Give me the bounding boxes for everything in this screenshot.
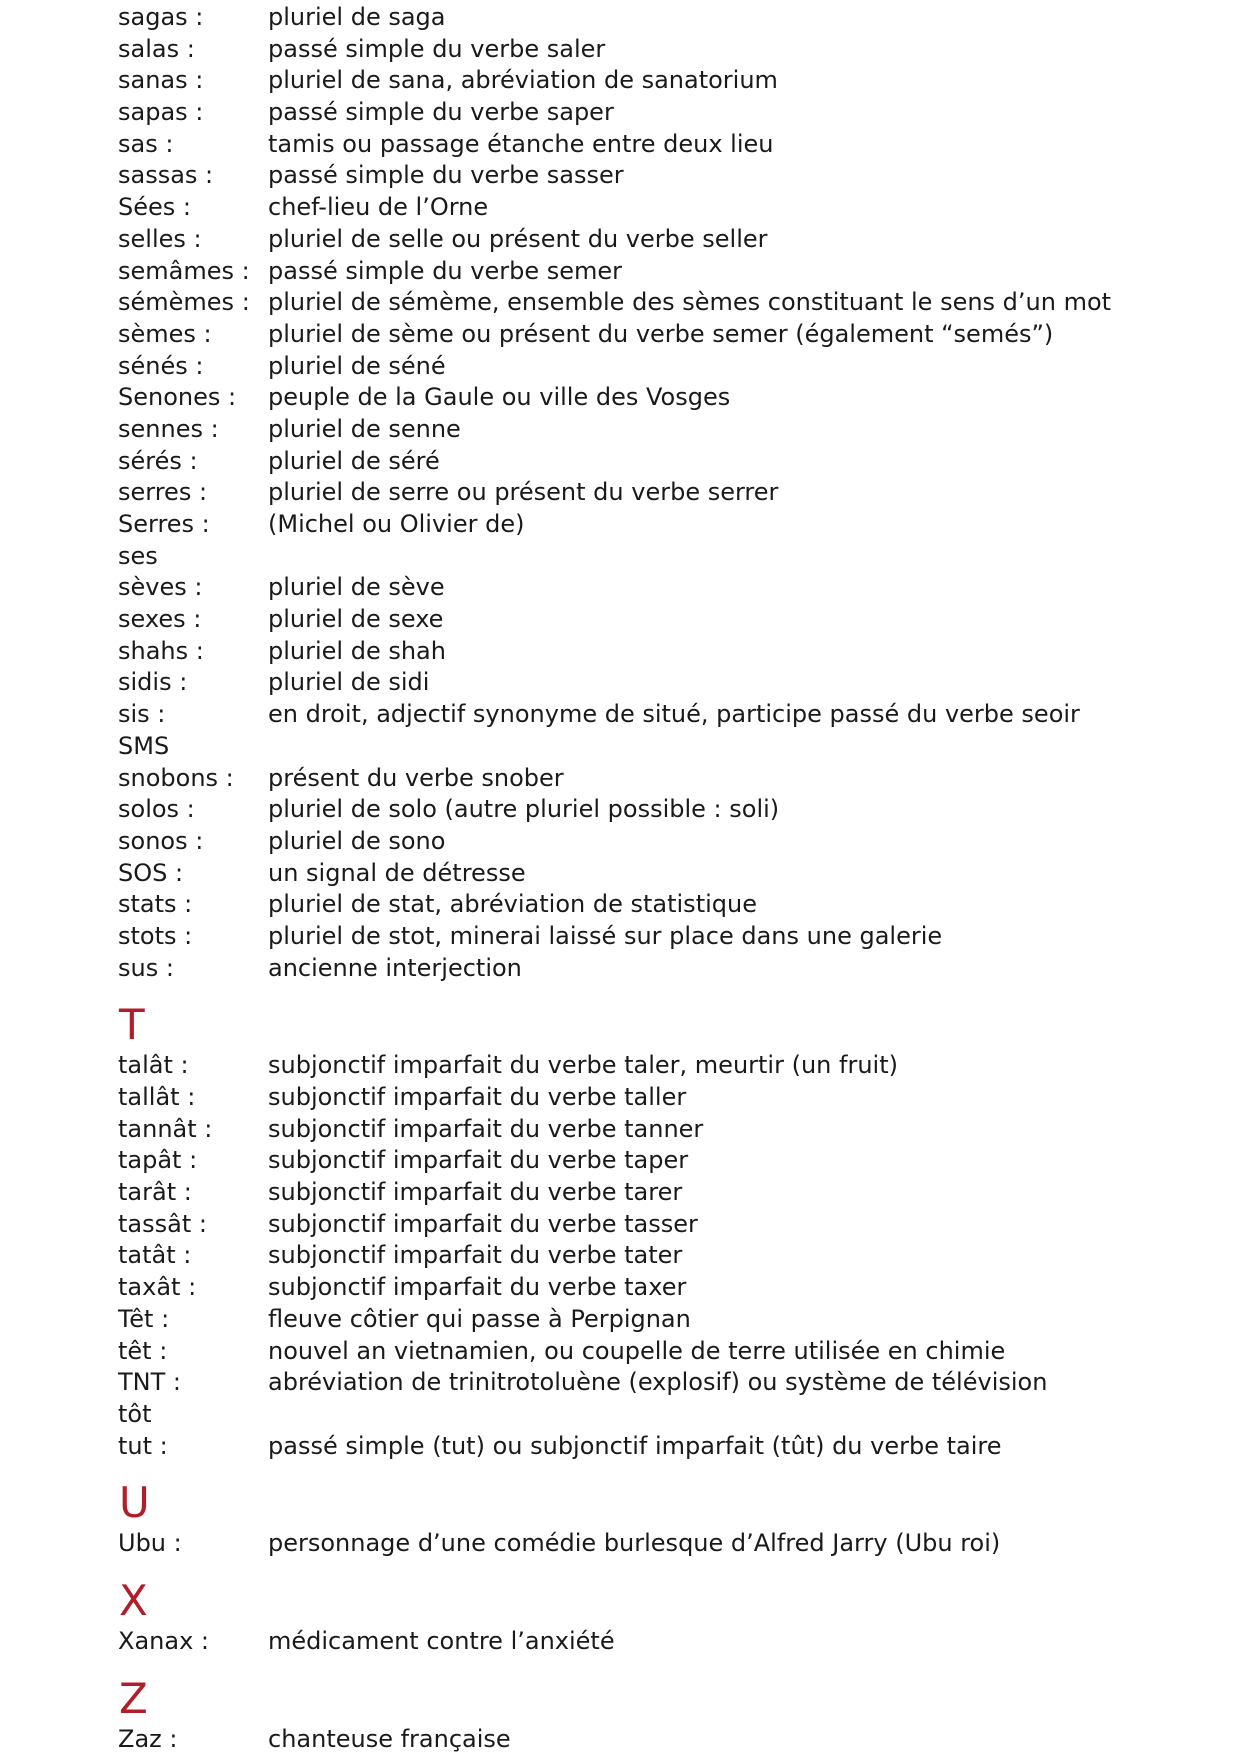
entry-definition: pluriel de sémème, ensemble des sèmes constituant le sens d’un mot (268, 288, 1112, 317)
entry-term: Sées : (118, 193, 191, 222)
entry-definition: passé simple du verbe sasser (268, 161, 624, 190)
glossary-entry (118, 1209, 1218, 1241)
entry-term: SOS : (118, 858, 184, 887)
entry-term: ses (118, 541, 158, 570)
entry-definition (268, 1399, 1218, 1431)
glossary-section (118, 1000, 1218, 1462)
entry-definition: pluriel de sono (268, 826, 446, 855)
entry-term: Xanax : (118, 1626, 209, 1655)
glossary-entry (118, 1528, 1218, 1560)
entry-definition: pluriel de selle ou présent du verbe seller (268, 224, 768, 253)
entry-definition: personnage d’une comédie burlesque d’Alfred Jarry (Ubu roi) (268, 1529, 1001, 1558)
glossary-entry (118, 382, 1218, 414)
entry-definition: pluriel de séré (268, 446, 440, 475)
glossary-section (118, 1478, 1218, 1560)
entry-definition: pluriel de sana, abréviation de sanatorium (268, 66, 778, 95)
glossary-entry (118, 2, 1218, 34)
glossary-entry (118, 1399, 1218, 1431)
entry-term: selles : (118, 224, 202, 253)
glossary-entry (118, 636, 1218, 668)
entry-term: sanas : (118, 66, 204, 95)
entry-definition: pluriel de sème ou présent du verbe semer (également “semés”) (268, 319, 1054, 348)
glossary-entry (118, 763, 1218, 795)
entry-term: Têt : (118, 1304, 170, 1333)
glossary-entry (118, 541, 1218, 573)
entry-definition: passé simple du verbe saper (268, 98, 614, 127)
entry-definition: subjonctif imparfait du verbe tarer (268, 1178, 683, 1207)
entry-definition: pluriel de serre ou présent du verbe serrer (268, 478, 779, 507)
glossary-entry (118, 224, 1218, 256)
entry-term: tatât : (118, 1241, 192, 1270)
entry-term: sénés : (118, 351, 204, 380)
entry-definition: (Michel ou Olivier de) (268, 510, 525, 538)
entry-definition: subjonctif imparfait du verbe taper (268, 1146, 689, 1175)
glossary-entry (118, 572, 1218, 604)
entry-definition (268, 731, 1218, 763)
glossary-section (118, 1673, 1218, 1755)
glossary-entry (118, 731, 1218, 763)
entry-term: sexes : (118, 605, 202, 634)
glossary-entry (118, 699, 1218, 731)
entry-definition: passé simple du verbe semer (268, 256, 623, 285)
glossary-entry (118, 667, 1218, 699)
entry-term: sapas : (118, 98, 204, 127)
glossary-section (118, 2, 1218, 984)
entry-term: SMS (118, 731, 170, 760)
entry-term: talât : (118, 1051, 189, 1080)
entry-definition: subjonctif imparfait du verbe tanner (268, 1114, 704, 1143)
entry-term: shahs : (118, 636, 204, 665)
entry-definition: pluriel de séné (268, 351, 446, 380)
entry-term: stots : (118, 921, 193, 950)
entry-definition: abréviation de trinitrotoluène (explosif) ou système de télévision (268, 1368, 1048, 1397)
glossary-entry (118, 1336, 1218, 1368)
glossary-entry (118, 1145, 1218, 1177)
entry-definition: passé simple du verbe saler (268, 34, 606, 63)
glossary-entry (118, 256, 1218, 288)
entry-definition: fleuve côtier qui passe à Perpignan (268, 1304, 691, 1333)
glossary-entry (118, 414, 1218, 446)
glossary-entry (118, 160, 1218, 192)
entry-term: sérés : (118, 446, 198, 475)
entry-definition: nouvel an vietnamien, ou coupelle de terre utilisée en chimie (268, 1336, 1006, 1365)
entry-definition: chanteuse française (268, 1724, 511, 1753)
entry-term: Senones : (118, 383, 237, 412)
section-letter-heading: X (119, 1575, 148, 1625)
entry-definition: tamis ou passage étanche entre deux lieu (268, 129, 774, 158)
entry-definition: pluriel de solo (autre pluriel possible : soli) (268, 795, 780, 824)
entry-definition: peuple de la Gaule ou ville des Vosges (268, 383, 731, 412)
entry-term: serres : (118, 478, 208, 507)
glossary-entry (118, 1114, 1218, 1146)
glossary-entry (118, 953, 1218, 985)
entry-term: sidis : (118, 668, 188, 697)
entry-term: tallât : (118, 1083, 196, 1111)
entry-term: tapât : (118, 1146, 198, 1175)
entry-term: tannât : (118, 1114, 213, 1143)
entry-definition: un signal de détresse (268, 858, 526, 887)
entry-term: Serres : (118, 510, 210, 538)
entry-definition: pluriel de sexe (268, 605, 444, 634)
entry-term: têt : (118, 1336, 168, 1365)
glossary-entry (118, 351, 1218, 383)
glossary-entry (118, 604, 1218, 636)
glossary-entry (118, 1724, 1218, 1755)
glossary-entry (118, 1240, 1218, 1272)
entry-term: salas : (118, 34, 195, 63)
entry-definition: ancienne interjection (268, 953, 522, 982)
entry-term: sémèmes : (118, 288, 250, 317)
entry-term: Zaz : (118, 1724, 178, 1753)
entry-term: sus : (118, 953, 174, 982)
glossary-entry (118, 794, 1218, 826)
glossary-entry (118, 192, 1218, 224)
entry-term: sonos : (118, 826, 204, 855)
entry-term: sas : (118, 129, 174, 158)
entry-term: tarât : (118, 1178, 192, 1207)
entry-definition: en droit, adjectif synonyme de situé, participe passé du verbe seoir (268, 700, 1080, 729)
glossary-entry (118, 1177, 1218, 1209)
section-letter-heading: Z (119, 1673, 148, 1723)
entry-definition: subjonctif imparfait du verbe tasser (268, 1209, 698, 1238)
entry-definition: pluriel de shah (268, 636, 446, 665)
entry-definition: subjonctif imparfait du verbe tater (268, 1241, 683, 1270)
section-letter-heading: U (119, 1478, 150, 1528)
entry-definition: passé simple (tut) ou subjonctif imparfait (tût) du verbe taire (268, 1431, 1002, 1460)
entry-term: semâmes : (118, 256, 250, 285)
glossary-entry (118, 1626, 1218, 1658)
entry-term: snobons : (118, 763, 234, 792)
glossary-entry (118, 287, 1218, 319)
glossary-entry (118, 65, 1218, 97)
glossary-entry (118, 889, 1218, 921)
entry-term: sèmes : (118, 319, 212, 348)
glossary-entry (118, 1050, 1218, 1082)
glossary-entry (118, 446, 1218, 478)
glossary-entry (118, 509, 1218, 541)
entry-term: tut : (118, 1431, 168, 1460)
entry-term: tôt (118, 1399, 152, 1428)
entry-definition: pluriel de stat, abréviation de statistique (268, 890, 757, 919)
entry-definition: médicament contre l’anxiété (268, 1626, 615, 1655)
glossary-entry (118, 1304, 1218, 1336)
glossary-entry (118, 1082, 1218, 1114)
entry-definition: subjonctif imparfait du verbe taler, meurtir (un fruit) (268, 1051, 898, 1080)
glossary-entry (118, 129, 1218, 161)
entry-term: sennes : (118, 414, 219, 443)
glossary-entry (118, 97, 1218, 129)
glossary-entry (118, 1272, 1218, 1304)
entry-definition (268, 541, 1218, 573)
entry-term: stats : (118, 890, 193, 919)
entry-definition: chef-lieu de l’Orne (268, 193, 489, 222)
entry-term: sis : (118, 700, 166, 729)
entry-definition: subjonctif imparfait du verbe taller (268, 1083, 687, 1111)
glossary-entry (118, 1367, 1218, 1399)
entry-term: solos : (118, 795, 195, 824)
entry-term: Ubu : (118, 1529, 182, 1558)
entry-term: taxât : (118, 1273, 197, 1302)
entry-term: sagas : (118, 3, 204, 31)
entry-term: sèves : (118, 573, 203, 602)
entry-definition: subjonctif imparfait du verbe taxer (268, 1273, 687, 1302)
glossary-entry (118, 921, 1218, 953)
section-letter-heading: T (119, 1000, 145, 1050)
entry-definition: pluriel de stot, minerai laissé sur place dans une galerie (268, 921, 943, 950)
glossary-section (118, 1575, 1218, 1658)
entry-definition: pluriel de senne (268, 414, 461, 443)
entry-term: TNT : (118, 1368, 181, 1397)
entry-definition: pluriel de saga (268, 3, 446, 31)
glossary-list (118, 2, 1218, 1755)
glossary-entry (118, 858, 1218, 890)
glossary-entry (118, 319, 1218, 351)
glossary-entry (118, 477, 1218, 509)
entry-term: tassât : (118, 1209, 207, 1238)
entry-term: sassas : (118, 161, 214, 190)
entry-definition: pluriel de sidi (268, 668, 430, 697)
entry-definition: pluriel de sève (268, 573, 445, 602)
entry-definition: présent du verbe snober (268, 763, 564, 792)
glossary-entry (118, 1431, 1218, 1463)
glossary-entry (118, 826, 1218, 858)
glossary-entry (118, 34, 1218, 66)
